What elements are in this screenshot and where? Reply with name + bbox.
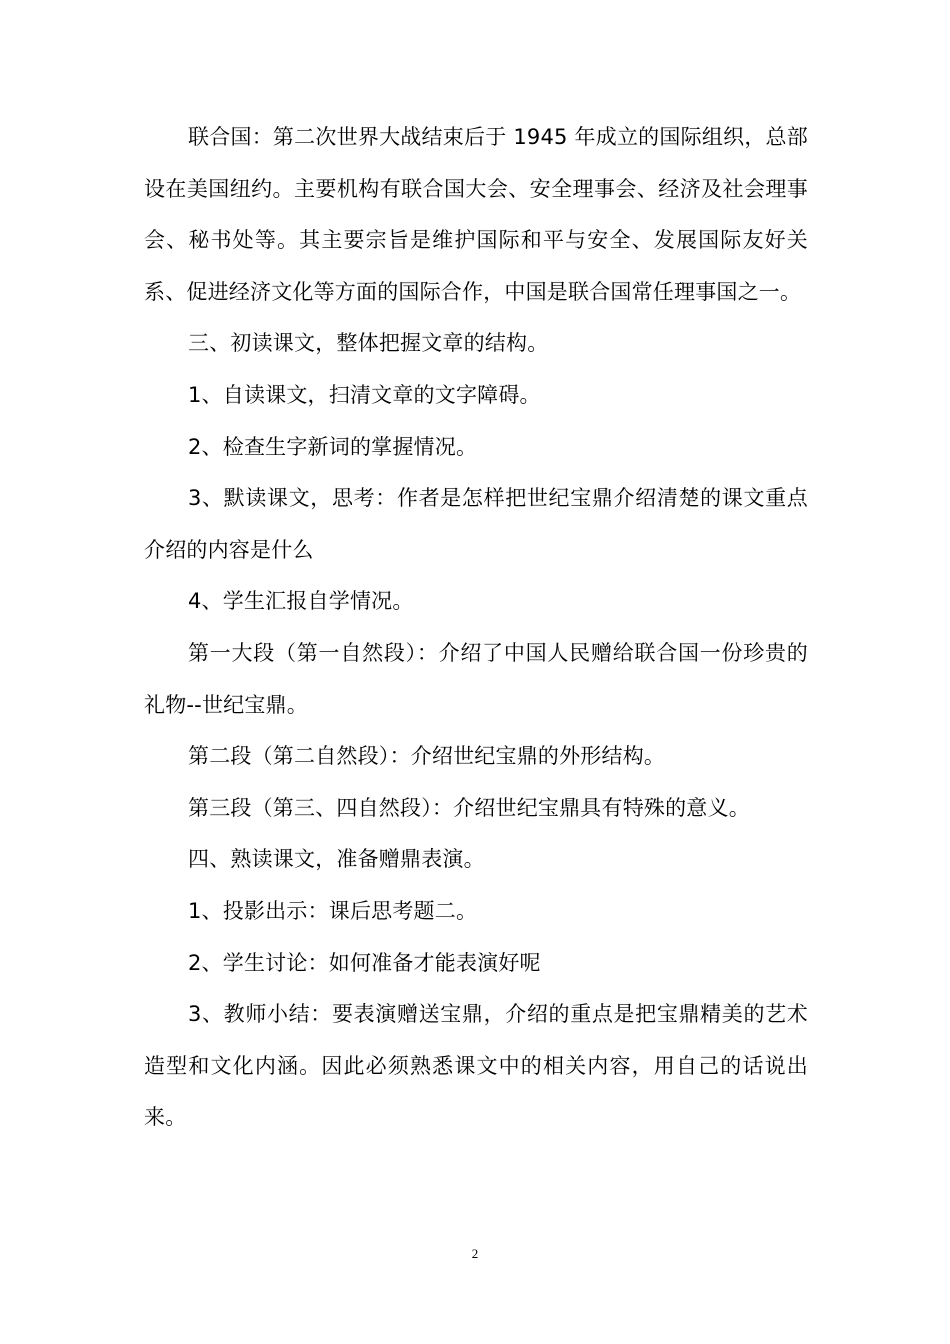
paragraph-step-4: 4、学生汇报自学情况。 bbox=[188, 589, 414, 614]
paragraph-section-three: 第三段（第三、四自然段）：介绍世纪宝鼎具有特殊的意义。 bbox=[188, 795, 750, 820]
paragraph-step-2b: 2、学生讨论：如何准备才能表演好呢 bbox=[188, 950, 541, 975]
paragraph-step-3: 3、默读课文，思考：作者是怎样把世纪宝鼎介绍清楚的课文重点介绍的内容是什么 bbox=[144, 486, 808, 562]
paragraph-section-four-heading: 四、熟读课文，准备赠鼎表演。 bbox=[188, 847, 485, 872]
paragraph-section-three-heading: 三、初读课文，整体把握文章的结构。 bbox=[188, 331, 549, 356]
paragraph-step-1b: 1、投影出示：课后思考题二。 bbox=[188, 898, 478, 923]
paragraph-step-1: 1、自读课文，扫清文章的文字障碍。 bbox=[188, 382, 541, 407]
page-number: 2 bbox=[471, 1246, 479, 1261]
paragraph-section-two: 第二段（第二自然段）：介绍世纪宝鼎的外形结构。 bbox=[188, 744, 666, 769]
paragraph-section-one: 第一大段（第一自然段）：介绍了中国人民赠给联合国一份珍贵的礼物--世纪宝鼎。 bbox=[144, 640, 808, 717]
paragraph-un-definition: 联合国：第二次世界大战结束后于 1945 年成立的国际组织，总部设在美国纽约。主要机构有联合国大会、安全理事会、经济及社会理事会、秘书处等。其主要宗旨是维护国际和平与安全、发展国际友好关系、促进经济文化等方面的国际合作，中国是联合国常任理事国之一。 bbox=[144, 125, 808, 304]
document-body bbox=[144, 112, 808, 1144]
paragraph-step-3b: 3、教师小结：要表演赠送宝鼎，介绍的重点是把宝鼎精美的艺术造型和文化内涵。因此必须熟悉课文中的相关内容，用自己的话说出来。 bbox=[144, 1002, 808, 1130]
paragraph-step-2: 2、检查生字新词的掌握情况。 bbox=[188, 434, 478, 459]
